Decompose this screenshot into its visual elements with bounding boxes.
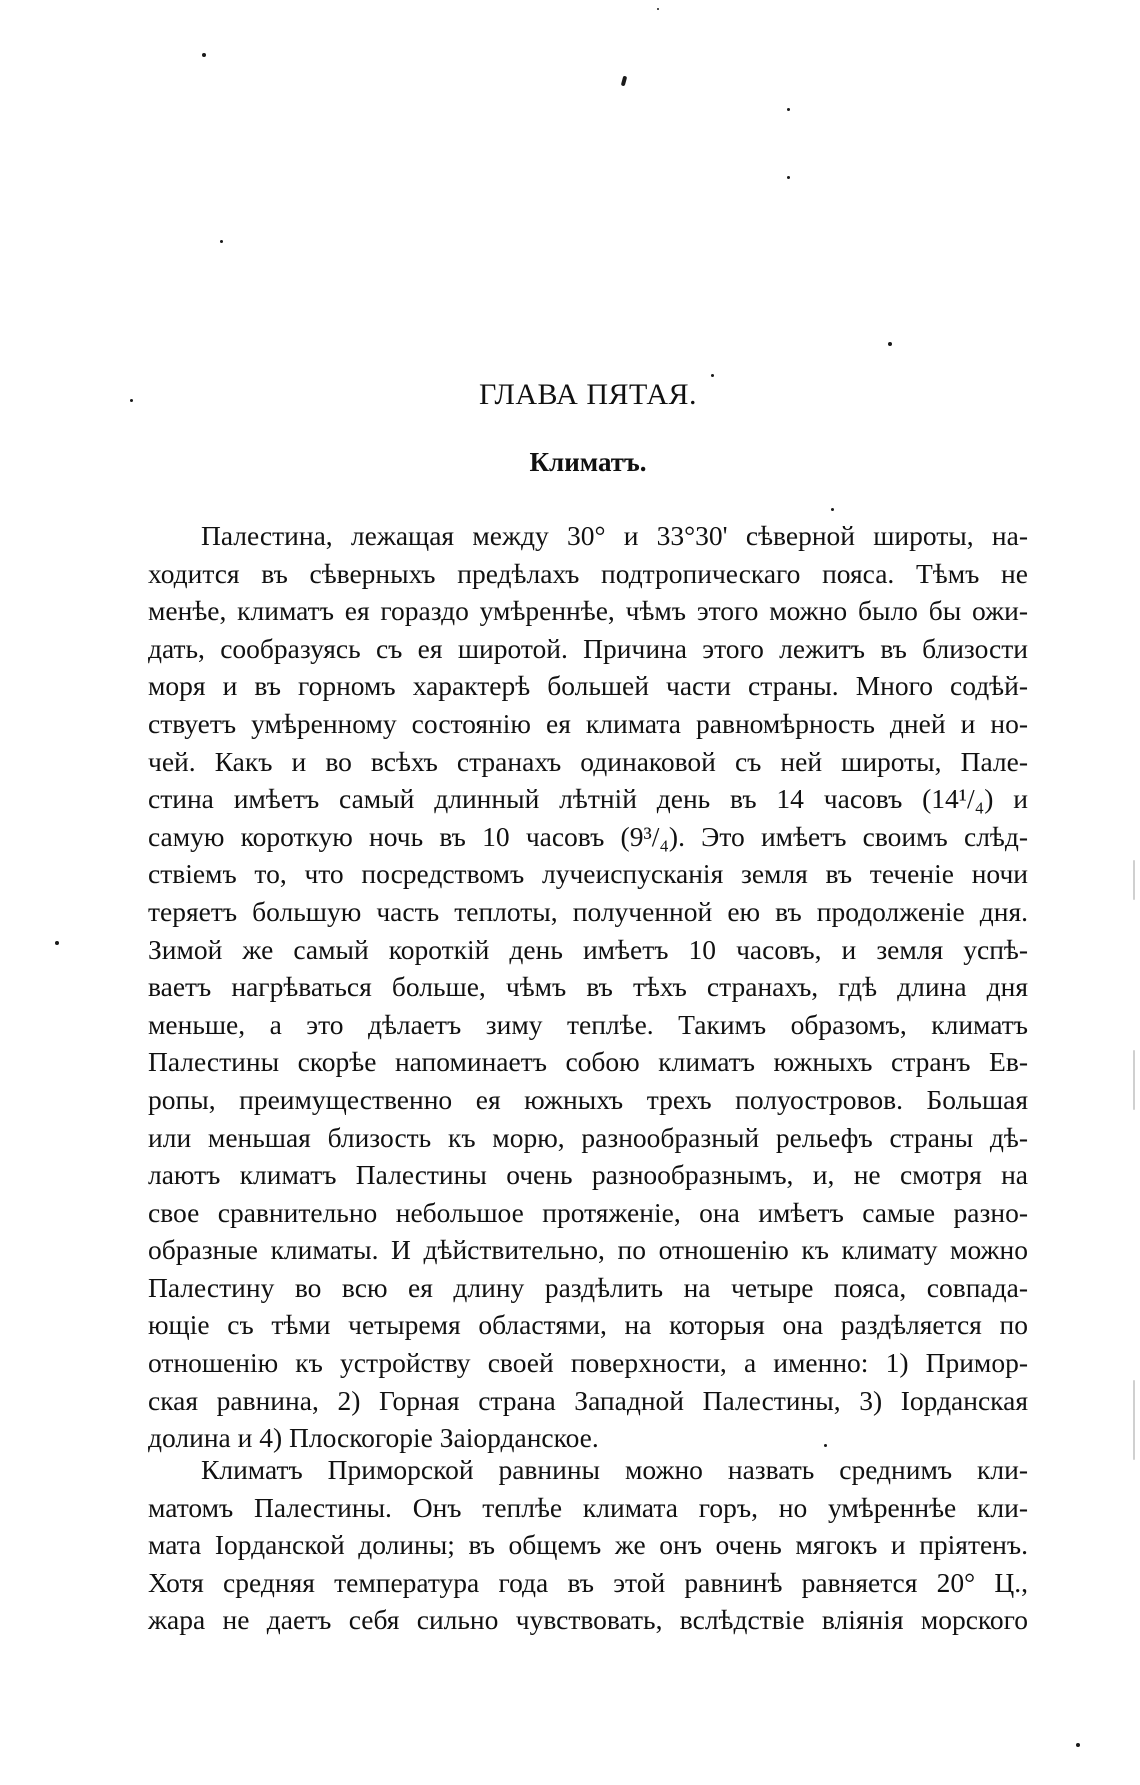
scan-speck <box>657 8 659 10</box>
paragraph-2 <box>148 1451 1028 1639</box>
text-line: ваетъ нагрѣваться больше, чѣмъ въ тѣхъ странахъ, гдѣ длина дня <box>148 971 1028 1003</box>
text-line: стина имѣетъ самый длинный лѣтній день въ 14 часовъ (14¹/₄) и <box>148 783 1028 815</box>
text-line: самую короткую ночь въ 10 часовъ (9³/₄). Это имѣетъ своимъ слѣд- <box>148 820 1028 852</box>
text-line: чей. Какъ и во всѣхъ странахъ одинаковой съ ней широты, Пале- <box>148 745 1028 777</box>
text-line: ющіе съ тѣми четыремя областями, на которыя она раздѣляется по <box>148 1309 1028 1341</box>
scan-speck <box>1076 1743 1080 1747</box>
text-line: Зимой же самый короткій день имѣетъ 10 часовъ, и земля успѣ- <box>148 933 1028 965</box>
text-line: ствуетъ умѣренному состоянію ея климата равномѣрность дней и но- <box>148 707 1028 739</box>
section-title: Климатъ. <box>529 447 647 477</box>
text-line: Палестину во всю ея длину раздѣлить на четыре пояса, совпада- <box>148 1271 1028 1303</box>
text-line: ропы, преимущественно ея южныхъ трехъ полуостровов. Большая <box>148 1083 1028 1115</box>
text-line: лаютъ климатъ Палестины очень разнообразнымъ, и, не смотря на <box>148 1159 1028 1191</box>
text-line: Климатъ Приморской равнины можно назвать среднимъ кли- <box>201 1454 1028 1485</box>
text-line: долина и 4) Плоскогоріе Заіорданское. <box>148 1422 599 1454</box>
text-line: жара не даетъ себя сильно чувствовать, вслѣдствіе вліянія морского <box>148 1604 1028 1636</box>
scan-speck <box>1133 1380 1135 1460</box>
text-line: меньше, а это дѣлаетъ зиму теплѣе. Такимъ образомъ, климатъ <box>148 1008 1028 1040</box>
scan-speck <box>711 374 714 377</box>
scan-speck <box>787 176 790 179</box>
text-line: ходится въ сѣверныхъ предѣлахъ подтропическаго пояса. Тѣмъ не <box>148 557 1028 589</box>
scan-speck <box>220 240 223 243</box>
text-line: отношенію къ устройству своей поверхности, а именно: 1) Примор- <box>148 1347 1028 1379</box>
scan-speck <box>787 108 790 111</box>
text-line: Палестины скорѣе напоминаетъ собою климатъ южныхъ странъ Ев- <box>148 1046 1028 1078</box>
scan-speck <box>55 941 59 945</box>
chapter-title: ГЛАВА ПЯТАЯ. <box>478 378 698 411</box>
text-line: мата Іорданской долины; въ общемъ же онъ очень мягокъ и пріятенъ. <box>148 1529 1028 1561</box>
text-line: свое сравнительно небольшое протяженіе, она имѣетъ самые разно- <box>148 1196 1028 1228</box>
scan-speck <box>1133 1050 1135 1110</box>
text-line: моря и въ горномъ характерѣ большей части страны. Много содѣй- <box>148 670 1028 702</box>
text-line: Хотя средняя температура года въ этой равнинѣ равняется 20° Ц., <box>148 1566 1028 1598</box>
text-line: ствіемъ то, что посредствомъ лучеиспусканія земля въ теченіе ночи <box>148 858 1028 890</box>
scan-speck <box>888 342 892 346</box>
paragraph-1 <box>148 517 1028 1457</box>
scan-speck <box>1133 860 1135 900</box>
text-line: менѣе, климатъ ея гораздо умѣреннѣе, чѣмъ этого можно было бы ожи- <box>148 595 1028 627</box>
text-line: Палестина, лежащая между 30° и 33°30' сѣверной широты, на- <box>201 520 1028 551</box>
text-line: образные климаты. И дѣйствительно, по отношенію къ климату можно <box>148 1234 1028 1266</box>
scan-speck <box>202 53 206 57</box>
text-line: ская равнина, 2) Горная страна Западной Палестины, 3) Іорданская <box>148 1384 1028 1416</box>
text-line: теряетъ большую часть теплоты, полученной ею въ продолженіе дня. <box>148 895 1028 927</box>
text-line: дать, сообразуясь съ ея широтой. Причина этого лежитъ въ близости <box>148 632 1028 664</box>
text-line: или меньшая близость къ морю, разнообразный рельефъ страны дѣ- <box>148 1121 1028 1153</box>
scan-speck <box>831 508 834 511</box>
scan-speck <box>621 76 627 87</box>
text-line: матомъ Палестины. Онъ теплѣе климата горъ, но умѣреннѣе кли- <box>148 1491 1028 1523</box>
